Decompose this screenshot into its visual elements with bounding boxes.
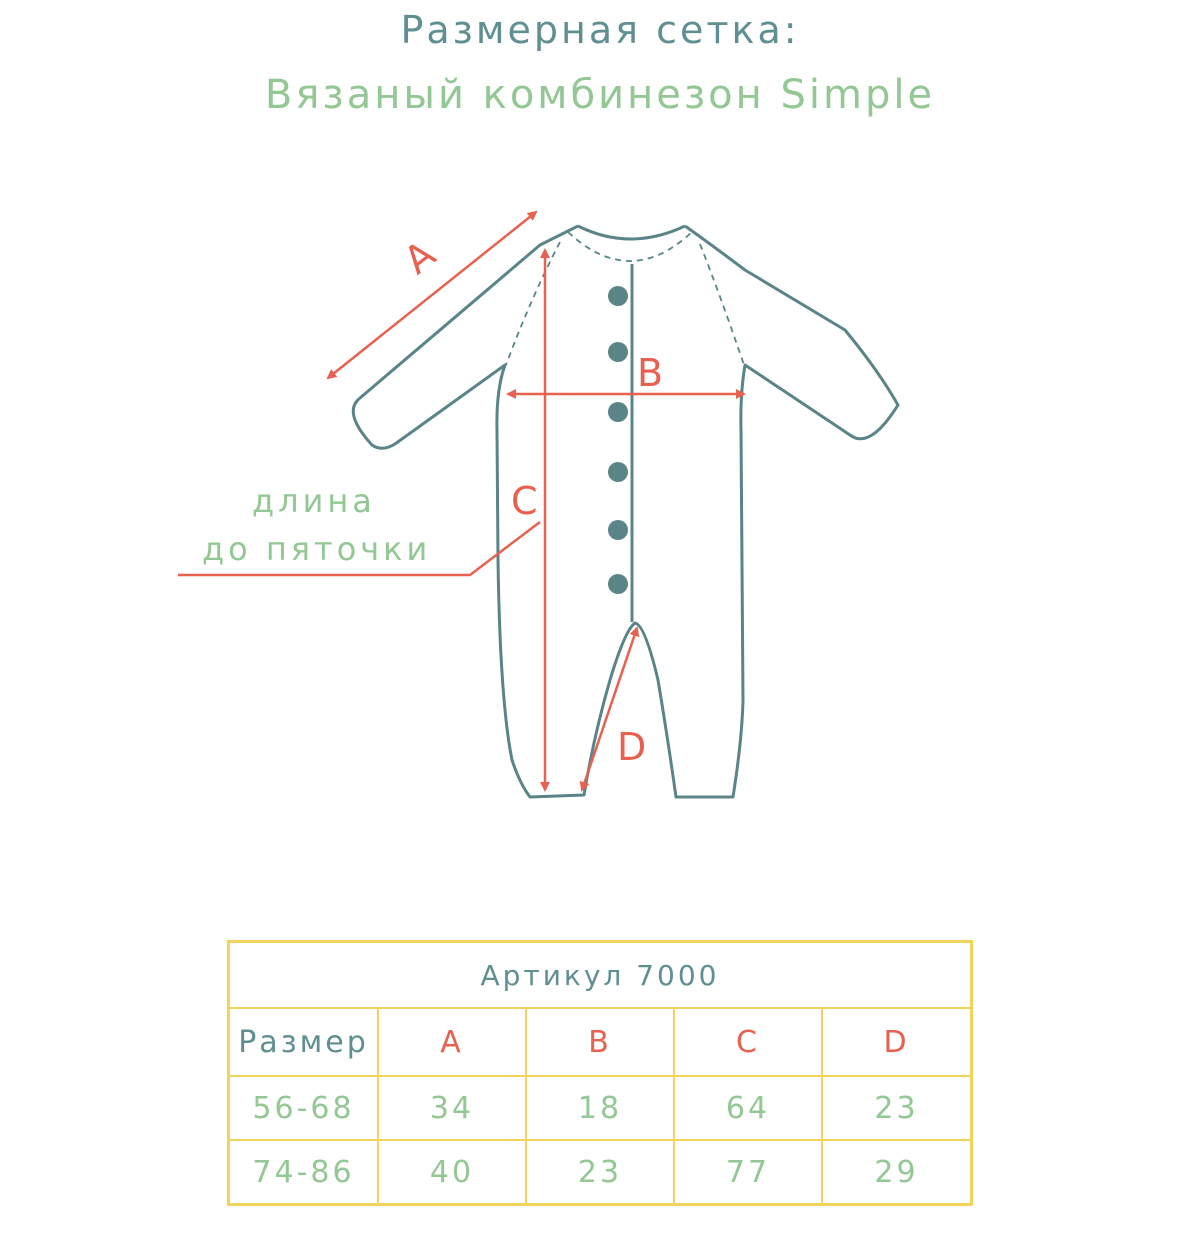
cell-c: 64 — [674, 1076, 822, 1140]
header-a: A — [378, 1008, 526, 1076]
header-size: Размер — [230, 1008, 378, 1076]
cell-c: 77 — [674, 1140, 822, 1203]
cell-b: 23 — [526, 1140, 674, 1203]
garment-body-outline — [353, 226, 898, 797]
left-raglan-seam — [506, 242, 560, 365]
table-article-row — [230, 943, 970, 1008]
cell-b: 18 — [526, 1076, 674, 1140]
product-name: Вязаный комбинезон Simple — [264, 72, 936, 118]
buttons — [608, 286, 628, 594]
header-d: D — [822, 1008, 970, 1076]
arrow-a — [328, 212, 536, 378]
size-table-frame — [227, 940, 973, 1206]
label-a: A — [395, 231, 444, 283]
label-b: B — [637, 351, 664, 395]
size-table — [230, 943, 970, 1203]
cell-d: 23 — [822, 1076, 970, 1140]
measurement-labels — [396, 232, 663, 769]
table-row — [230, 1076, 970, 1140]
button — [608, 520, 628, 540]
button — [608, 462, 628, 482]
length-note-line1: длина — [252, 482, 376, 520]
button — [608, 574, 628, 594]
right-raglan-seam — [700, 244, 744, 365]
cell-size: 56-68 — [230, 1076, 378, 1140]
label-c: C — [511, 479, 538, 523]
cell-a: 40 — [378, 1140, 526, 1203]
length-note-line2: до пяточки — [202, 530, 432, 568]
button — [608, 342, 628, 362]
collar-outline — [578, 226, 685, 239]
article-number: Артикул 7000 — [230, 943, 970, 1008]
neckline-seam — [568, 232, 692, 261]
button — [608, 286, 628, 306]
table-header-row — [230, 1008, 970, 1076]
header-b: B — [526, 1008, 674, 1076]
cell-d: 29 — [822, 1140, 970, 1203]
jumpsuit-outline — [353, 226, 898, 797]
label-d: D — [617, 725, 647, 769]
page-title: Размерная сетка: — [400, 8, 800, 52]
length-note — [202, 482, 431, 568]
cell-size: 74-86 — [252, 1154, 355, 1190]
cell-a: 34 — [378, 1076, 526, 1140]
table-row — [230, 1140, 970, 1203]
header-c: C — [674, 1008, 822, 1076]
button — [608, 402, 628, 422]
